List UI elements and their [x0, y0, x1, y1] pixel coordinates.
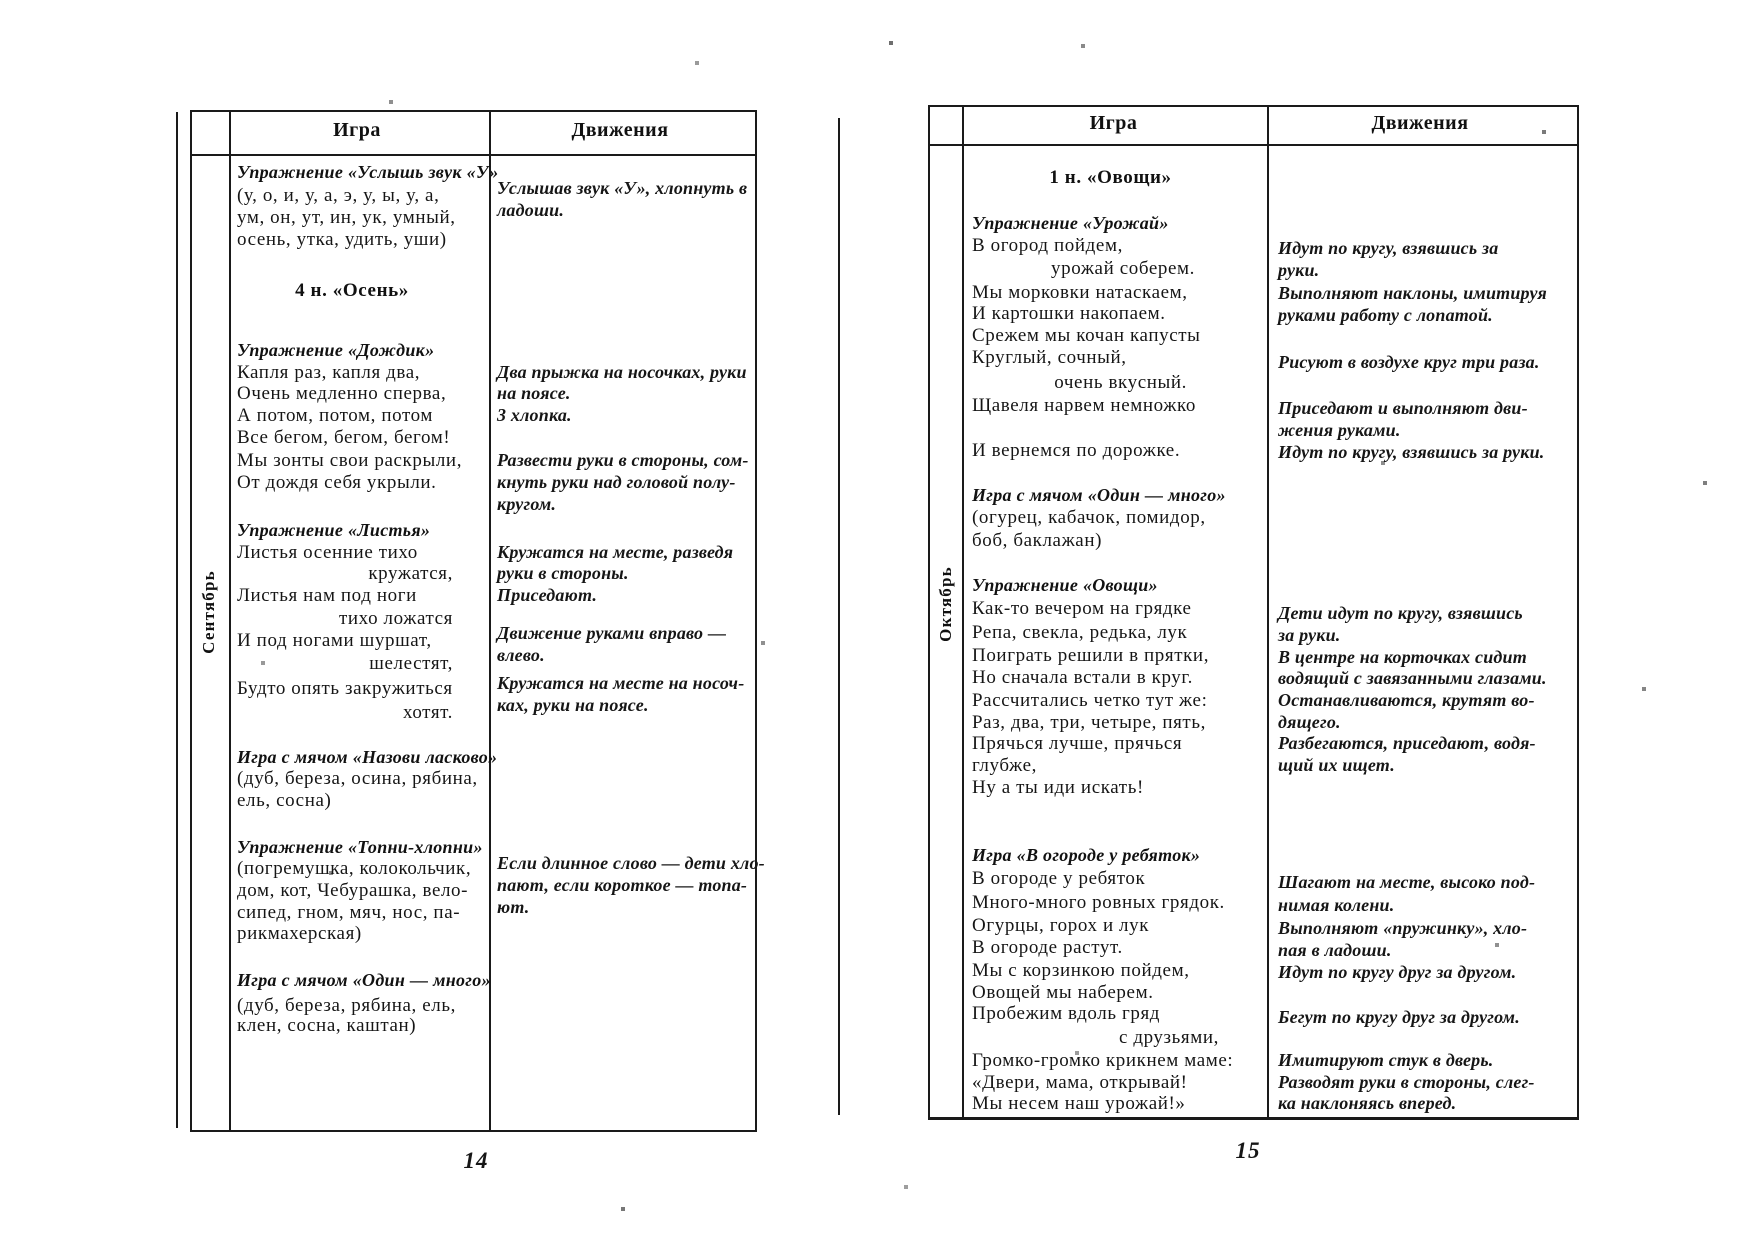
movement-line: кругом.: [497, 494, 557, 514]
movement-line: влево.: [497, 645, 545, 665]
game-title: Игра с мячом «Один — много»: [972, 485, 1226, 505]
poem-line: Раз, два, три, четыре, пять,: [972, 712, 1206, 733]
poem-line: Овощей мы наберем.: [972, 982, 1154, 1003]
poem-line: В огород пойдем,: [972, 235, 1123, 256]
month-column-divider: [962, 107, 964, 1117]
poem-line: (дуб, береза, осина, рябина,: [237, 768, 478, 789]
game-title: Игра «В огороде у ребяток»: [972, 845, 1201, 865]
column-header-movements: Движения: [571, 119, 669, 141]
poem-line: урожай соберем.: [1051, 258, 1195, 279]
column-header-game: Игра: [333, 119, 381, 141]
poem-line: очень вкусный.: [1054, 372, 1187, 393]
poem-line: боб, баклажан): [972, 530, 1103, 551]
movement-line: Движение руками вправо —: [497, 623, 727, 643]
scan-specks: [0, 0, 2, 2]
movement-line: на поясе.: [497, 383, 571, 403]
poem-line: Но сначала встали в круг.: [972, 667, 1193, 688]
game-title: Упражнение «Услышь звук «У»: [237, 162, 499, 182]
game-title: Упражнение «Дождик»: [237, 340, 435, 360]
movement-line: ках, руки на поясе.: [497, 695, 649, 715]
movement-line: водящий с завязанными глазами.: [1278, 668, 1547, 688]
poem-line: Много-много ровных грядок.: [972, 892, 1225, 913]
movement-line: 3 хлопка.: [497, 405, 572, 425]
game-title: Упражнение «Листья»: [237, 520, 431, 540]
poem-line: рикмахерская): [237, 923, 362, 944]
poem-line: Мы морковки натаскаем,: [972, 282, 1188, 303]
poem-line: хотят.: [402, 702, 453, 723]
movement-line: дящего.: [1278, 712, 1341, 732]
movement-line: руками работу с лопатой.: [1278, 305, 1493, 325]
movement-line: Разбегаются, приседают, водя-: [1278, 733, 1536, 753]
poem-line: В огороде растут.: [972, 937, 1123, 958]
game-title: Упражнение «Урожай»: [972, 213, 1169, 233]
poem-line: Огурцы, горох и лук: [972, 915, 1150, 936]
movement-line: пают, если короткое — топа-: [497, 875, 748, 895]
poem-line: Круглый, сочный,: [972, 347, 1127, 368]
september-game-column: [237, 152, 499, 1132]
poem-line: Прячься лучше, прячься: [972, 733, 1183, 754]
poem-line: Капля раз, капля два,: [237, 362, 421, 383]
movement-line: руки.: [1278, 260, 1320, 280]
movement-line: Приседают и выполняют дви-: [1278, 398, 1528, 418]
october-game-column: [972, 142, 1259, 1115]
movement-line: пая в ладоши.: [1278, 940, 1392, 960]
movement-line: Разводят руки в стороны, слег-: [1278, 1072, 1535, 1092]
movement-line: Если длинное слово — дети хло-: [497, 853, 765, 873]
poem-line: (у, о, и, у, а, э, у, ы, у, а,: [237, 185, 440, 206]
poem-line: В огороде у ребяток: [972, 868, 1146, 889]
poem-line: тихо ложатся: [339, 608, 453, 629]
poem-line: сипед, гном, мяч, нос, па-: [237, 902, 461, 923]
movement-line: Останавливаются, крутят во-: [1278, 690, 1535, 710]
month-label-september: Сентябрь: [199, 570, 218, 654]
poem-line: Срежем мы кочан капусты: [972, 325, 1201, 346]
poem-line: (погремушка, колокольчик,: [237, 858, 472, 879]
column-header-movements: Движения: [1371, 112, 1469, 134]
week-heading: 1 н. «Овощи»: [1049, 167, 1172, 188]
game-title: Упражнение «Топни-хлопни»: [237, 837, 483, 857]
poem-line: «Двери, мама, открывай!: [972, 1072, 1188, 1093]
poem-line: Поиграть решили в прятки,: [972, 645, 1210, 666]
movement-line: Дети идут по кругу, взявшись: [1278, 603, 1523, 623]
poem-line: И вернемся по дорожке.: [972, 440, 1181, 461]
poem-line: Пробежим вдоль гряд: [972, 1003, 1161, 1024]
movement-line: ладоши.: [497, 200, 565, 220]
movement-line: нимая колени.: [1278, 895, 1395, 915]
poem-line: клен, сосна, каштан): [237, 1015, 417, 1036]
movement-line: Идут по кругу друг за другом.: [1278, 962, 1517, 982]
movement-line: Развести руки в стороны, сом-: [497, 450, 749, 470]
poem-line: Ну а ты иди искать!: [972, 777, 1144, 798]
movement-line: Шагают на месте, высоко под-: [1278, 872, 1536, 892]
game-title: Игра с мячом «Назови ласково»: [237, 747, 498, 767]
game-title: Упражнение «Овощи»: [972, 575, 1158, 595]
poem-line: От дождя себя укрыли.: [237, 472, 437, 493]
movement-line: руки в стороны.: [497, 563, 629, 583]
poem-line: Мы несем наш урожай!»: [972, 1093, 1186, 1114]
movement-line: Кружатся на месте на носоч-: [497, 673, 745, 693]
poem-line: глубже,: [972, 755, 1038, 776]
movement-line: Бегут по кругу друг за другом.: [1278, 1007, 1520, 1027]
movement-line: кнуть руки над головой полу-: [497, 472, 736, 492]
september-movements-column: [497, 152, 765, 1132]
poem-line: шелестят,: [369, 653, 453, 674]
game-title: Игра с мячом «Один — много»: [237, 970, 491, 990]
movement-line: Идут по кругу, взявшись за руки.: [1278, 442, 1545, 462]
movement-line: Имитируют стук в дверь.: [1278, 1050, 1494, 1070]
movement-line: Выполняют «пружинку», хло-: [1278, 918, 1528, 938]
movement-line: ка наклоняясь вперед.: [1278, 1093, 1457, 1113]
movement-line: Рисуют в воздухе круг три раза.: [1278, 352, 1540, 372]
movement-line: за руки.: [1278, 625, 1341, 645]
month-label-october: Октябрь: [936, 566, 955, 642]
poem-line: Рассчитались четко тут же:: [972, 690, 1208, 711]
page-edge-line: [176, 112, 178, 1128]
movement-line: Идут по кругу, взявшись за: [1278, 238, 1499, 258]
column-header-game: Игра: [1089, 112, 1138, 134]
poem-line: ель, сосна): [237, 790, 332, 811]
poem-line: Листья нам под ноги: [237, 585, 417, 606]
movement-line: Услышав звук «У», хлопнуть в: [497, 178, 748, 198]
movement-line: Два прыжка на носочках, руки: [497, 362, 747, 382]
poem-line: Мы с корзинкою пойдем,: [972, 960, 1190, 981]
poem-line: И под ногами шуршат,: [237, 630, 432, 651]
poem-line: Будто опять закружиться: [237, 678, 453, 699]
poem-line: с друзьями,: [1118, 1027, 1219, 1048]
movement-line: Приседают.: [497, 585, 598, 605]
movement-line: щий их ищет.: [1278, 755, 1395, 775]
page-number-15: 15: [1235, 1138, 1261, 1163]
poem-line: (огурец, кабачок, помидор,: [972, 507, 1206, 528]
week-heading: 4 н. «Осень»: [295, 280, 409, 301]
poem-line: кружатся,: [368, 563, 453, 584]
movement-line: Кружатся на месте, разведя: [497, 542, 734, 562]
poem-line: Листья осенние тихо: [237, 542, 418, 563]
poem-line: Мы зонты свои раскрыли,: [237, 450, 463, 471]
poem-line: ум, он, ут, ин, ук, умный,: [237, 207, 456, 228]
poem-line: (дуб, береза, рябина, ель,: [237, 995, 456, 1016]
poem-line: Все бегом, бегом, бегом!: [237, 427, 451, 448]
poem-line: А потом, потом, потом: [237, 405, 433, 426]
movement-line: Выполняют наклоны, имитируя: [1278, 283, 1547, 303]
october-movements-column: [1278, 142, 1569, 1115]
month-column-divider: [229, 112, 231, 1130]
game-movements-divider: [1267, 107, 1269, 1117]
poem-line: Громко-громко крикнем маме:: [972, 1050, 1234, 1071]
poem-line: Щавеля нарвем немножко: [972, 395, 1196, 416]
movement-line: жения руками.: [1278, 420, 1401, 440]
page-edge-line: [838, 118, 840, 1115]
movement-line: ют.: [497, 897, 530, 917]
page-number-14: 14: [463, 1148, 489, 1173]
poem-line: Репа, свекла, редька, лук: [972, 622, 1188, 643]
poem-line: осень, утка, удить, уши): [237, 229, 447, 250]
poem-line: Как-то вечером на грядке: [972, 598, 1192, 619]
poem-line: Очень медленно сперва,: [237, 383, 447, 404]
movement-line: В центре на корточках сидит: [1278, 647, 1527, 667]
poem-line: дом, кот, Чебурашка, вело-: [237, 880, 469, 901]
poem-line: И картошки накопаем.: [972, 303, 1166, 324]
